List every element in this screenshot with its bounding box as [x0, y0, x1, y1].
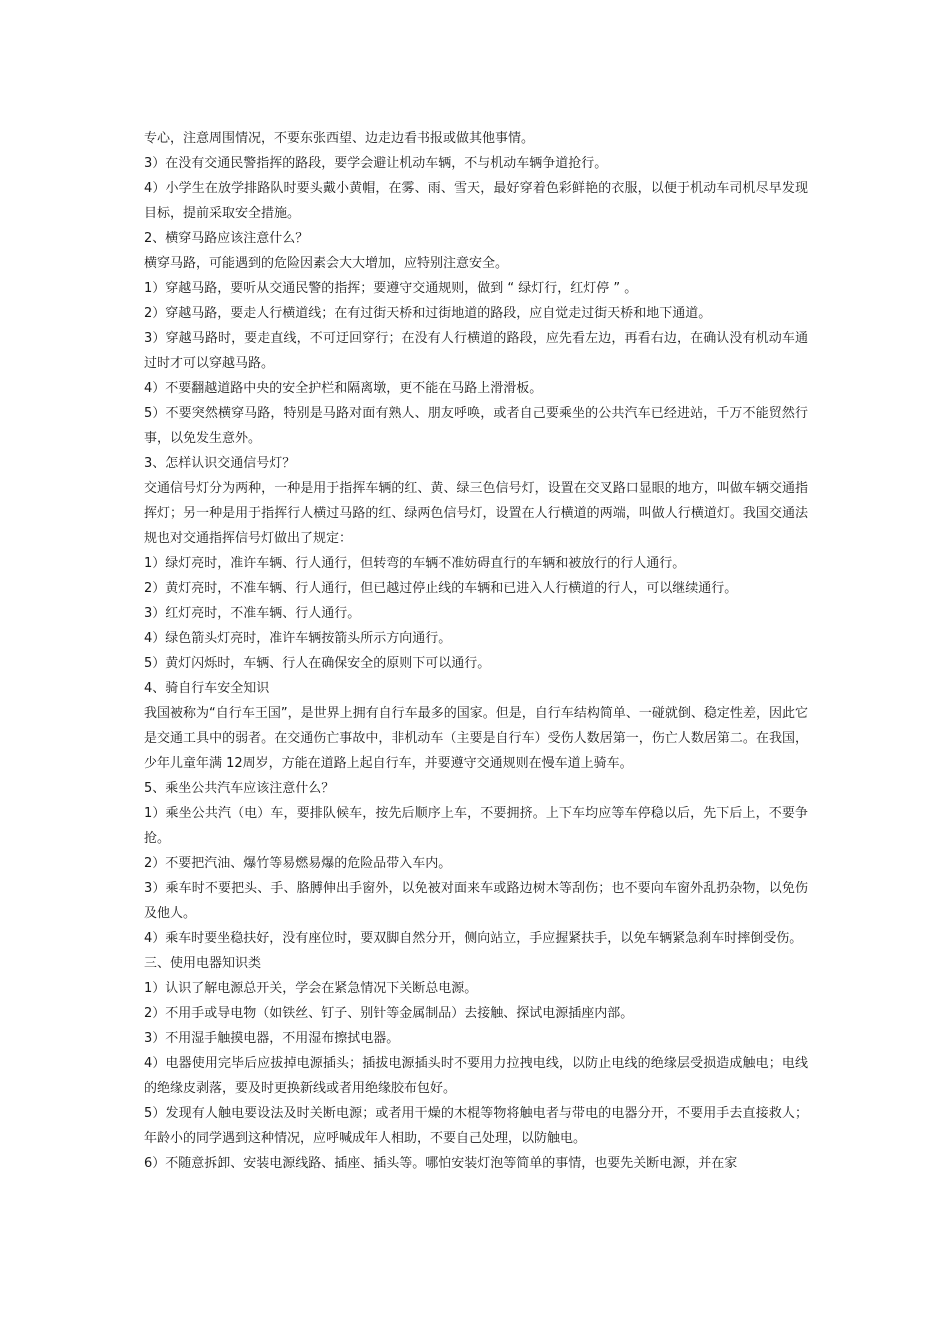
section-heading: 2、横穿马路应该注意什么？	[144, 231, 309, 246]
list-item: 3）乘车时不要把头、手、胳膊伸出手窗外，以免被对面来车或路边树木等刮伤；也不要向车窗外乱扔杂物，以免伤及他人。	[144, 881, 808, 921]
paragraph: 交通信号灯分为两种，一种是用于指挥车辆的红、黄、绿三色信号灯，设置在交叉路口显眼的地方，叫做车辆交通指挥灯；另一种是用于指挥行人横过马路的红、绿两色信号灯，设置在人行横道的两端，叫做人行横道灯。我国交通法规也对交通指挥信号灯做出了规定：	[144, 481, 808, 546]
paragraph: 横穿马路，可能遇到的危险因素会大大增加，应特别注意安全。	[144, 256, 509, 271]
list-item: 3）不用湿手触摸电器，不用湿布擦拭电器。	[144, 1031, 400, 1046]
list-item: 5）黄灯闪烁时，车辆、行人在确保安全的原则下可以通行。	[144, 656, 491, 671]
list-item: 2）穿越马路，要走人行横道线；在有过街天桥和过街地道的路段，应自觉走过街天桥和地下通道。	[144, 306, 712, 321]
section-heading: 三、使用电器知识类	[144, 956, 262, 971]
list-item: 3）在没有交通民警指挥的路段，要学会避让机动车辆，不与机动车辆争道抢行。	[144, 156, 608, 171]
list-item: 6）不随意拆卸、安装电源线路、插座、插头等。哪怕安装灯泡等简单的事情，也要先关断电源，并在家	[144, 1156, 738, 1171]
list-item: 1）乘坐公共汽（电）车，要排队候车，按先后顺序上车，不要拥挤。上下车均应等车停稳以后，先下后上，不要争抢。	[144, 806, 808, 846]
list-item: 2）不要把汽油、爆竹等易燃易爆的危险品带入车内。	[144, 856, 452, 871]
list-item: 1）绿灯亮时，准许车辆、行人通行，但转弯的车辆不准妨碍直行的车辆和被放行的行人通行。	[144, 556, 686, 571]
list-item: 4）小学生在放学排路队时要头戴小黄帽，在雾、雨、雪天，最好穿着色彩鲜艳的衣服，以便于机动车司机尽早发现目标，提前采取安全措施。	[144, 181, 808, 221]
section-heading: 4、骑自行车安全知识	[144, 681, 270, 696]
list-item: 1）穿越马路，要听从交通民警的指挥；要遵守交通规则，做到 “ 绿灯行，红灯停 ” 。	[144, 281, 638, 296]
list-item: 5）发现有人触电要设法及时关断电源；或者用干燥的木棍等物将触电者与带电的电器分开，不要用手去直接救人；年龄小的同学遇到这种情况，应呼喊成年人相助，不要自己处理，以防触电。	[144, 1106, 808, 1146]
list-item: 2）黄灯亮时，不准车辆、行人通行，但已越过停止线的车辆和已进入人行横道的行人，可以继续通行。	[144, 581, 738, 596]
list-item: 5）不要突然横穿马路，特别是马路对面有熟人、朋友呼唤，或者自己要乘坐的公共汽车已经进站，千万不能贸然行事，以免发生意外。	[144, 406, 808, 446]
list-item: 3）红灯亮时，不准车辆、行人通行。	[144, 606, 361, 621]
paragraph: 我国被称为“自行车王国”，是世界上拥有自行车最多的国家。但是，自行车结构简单、一碰就倒、稳定性差，因此它是交通工具中的弱者。在交通伤亡事故中，非机动车（主要是自行车）受伤人数居第一，伤亡人数居第二。在我国，少年儿童年满 12周岁，方能在道路上起自行车，并要遵守交通规则在慢车道上骑车。	[144, 706, 808, 771]
document-page	[144, 126, 808, 1176]
section-heading: 3、怎样认识交通信号灯？	[144, 456, 296, 471]
section-heading: 5、乘坐公共汽车应该注意什么？	[144, 781, 335, 796]
list-item: 2）不用手或导电物（如铁丝、钉子、别针等金属制品）去接触、探试电源插座内部。	[144, 1006, 634, 1021]
paragraph-continuation: 专心，注意周围情况，不要东张西望、边走边看书报或做其他事情。	[144, 131, 535, 146]
list-item: 3）穿越马路时，要走直线，不可迂回穿行；在没有人行横道的路段，应先看左边，再看右边，在确认没有机动车通过时才可以穿越马路。	[144, 331, 808, 371]
list-item: 1）认识了解电源总开关，学会在紧急情况下关断总电源。	[144, 981, 478, 996]
list-item: 4）绿色箭头灯亮时，准许车辆按箭头所示方向通行。	[144, 631, 452, 646]
list-item: 4）电器使用完毕后应拔掉电源插头；插拔电源插头时不要用力拉拽电线，以防止电线的绝缘层受损造成触电；电线的绝缘皮剥落，要及时更换新线或者用绝缘胶布包好。	[144, 1056, 808, 1096]
list-item: 4）不要翻越道路中央的安全护栏和隔离墩，更不能在马路上滑滑板。	[144, 381, 543, 396]
list-item: 4）乘车时要坐稳扶好，没有座位时，要双脚自然分开，侧向站立，手应握紧扶手，以免车辆紧急刹车时摔倒受伤。	[144, 931, 803, 946]
